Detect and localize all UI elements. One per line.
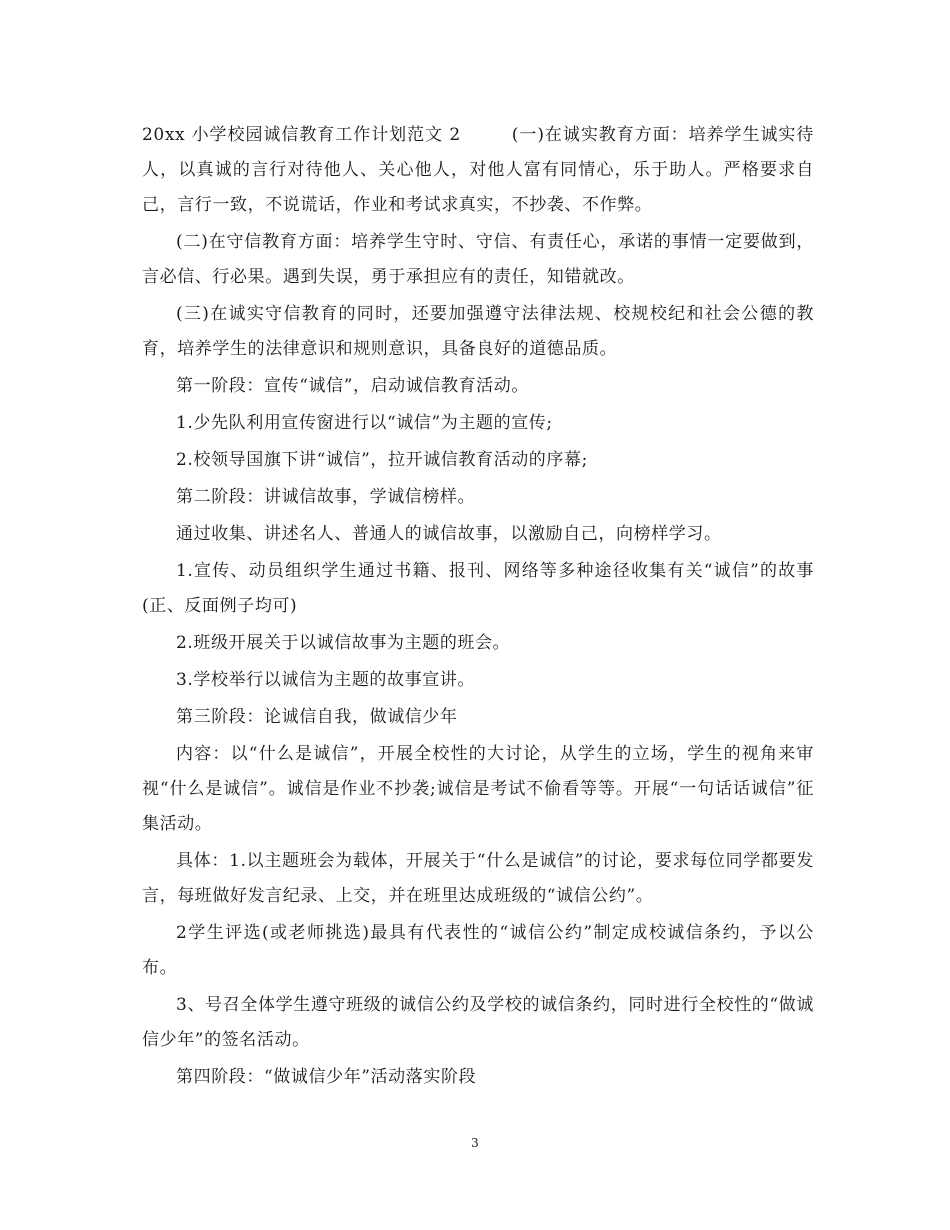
paragraph-6: 2.校领导国旗下讲“诚信”，拉开诚信教育活动的序幕;: [176, 450, 588, 470]
paragraph-5: 1.少先队利用宣传窗进行以“诚信”为主题的宣传;: [176, 413, 553, 433]
paragraph-7: 第二阶段：讲诚信故事，学诚信榜样。: [176, 487, 476, 507]
paragraph-8: 通过收集、讲述名人、普通人的诚信故事，以激励自己，向榜样学习。: [176, 524, 722, 544]
paragraph-2: (二)在守信教育方面：培养学生守时、守信、有责任心，承诺的事情一定要做到，言必信、行必果。遇到失误，勇于承担应有的责任，知错就改。: [142, 232, 814, 287]
paragraph-16: 3、号召全体学生遵守班级的诚信公约及学校的诚信条约，同时进行全校性的“做诚信少年”的签名活动。: [142, 995, 814, 1050]
paragraph-17: 第四阶段：“做诚信少年”活动落实阶段: [176, 1067, 477, 1087]
paragraph-11: 3.学校举行以诚信为主题的故事宣讲。: [176, 670, 476, 690]
page-number: 3: [471, 1136, 479, 1150]
paragraph-3: (三)在诚实守信教育的同时，还要加强遵守法律法规、校规校纪和社会公德的教育，培养学生的法律意识和规则意识，具备良好的道德品质。: [142, 304, 814, 359]
paragraph-9: 1.宣传、动员组织学生通过书籍、报刊、网络等多种途径收集有关“诚信”的故事(正、反面例子均可): [142, 561, 814, 616]
paragraph-1: 20xx 小学校园诚信教育工作计划范文 2 (一)在诚实教育方面：培养学生诚实待人，以真诚的言行对待他人、关心他人，对他人富有同情心，乐于助人。严格要求自己，言行一致，不说谎话，作业和考试求真实，不抄袭、不作弊。: [142, 125, 814, 215]
document-body: [142, 118, 814, 1097]
paragraph-13: 内容：以“什么是诚信”，开展全校性的大讨论，从学生的立场，学生的视角来审视“什么是诚信”。诚信是作业不抄袭;诚信是考试不偷看等等。开展“一句话话诚信”征集活动。: [142, 744, 814, 834]
paragraph-14: 具体：1.以主题班会为载体，开展关于“什么是诚信”的讨论，要求每位同学都要发言，每班做好发言纪录、上交，并在班里达成班级的“诚信公约”。: [142, 851, 814, 906]
paragraph-15: 2学生评选(或老师挑选)最具有代表性的“诚信公约”制定成校诚信条约，予以公布。: [142, 923, 814, 978]
paragraph-12: 第三阶段：论诚信自我，做诚信少年: [176, 707, 458, 727]
paragraph-4: 第一阶段：宣传“诚信”，启动诚信教育活动。: [176, 376, 529, 396]
paragraph-10: 2.班级开展关于以诚信故事为主题的班会。: [176, 633, 511, 653]
